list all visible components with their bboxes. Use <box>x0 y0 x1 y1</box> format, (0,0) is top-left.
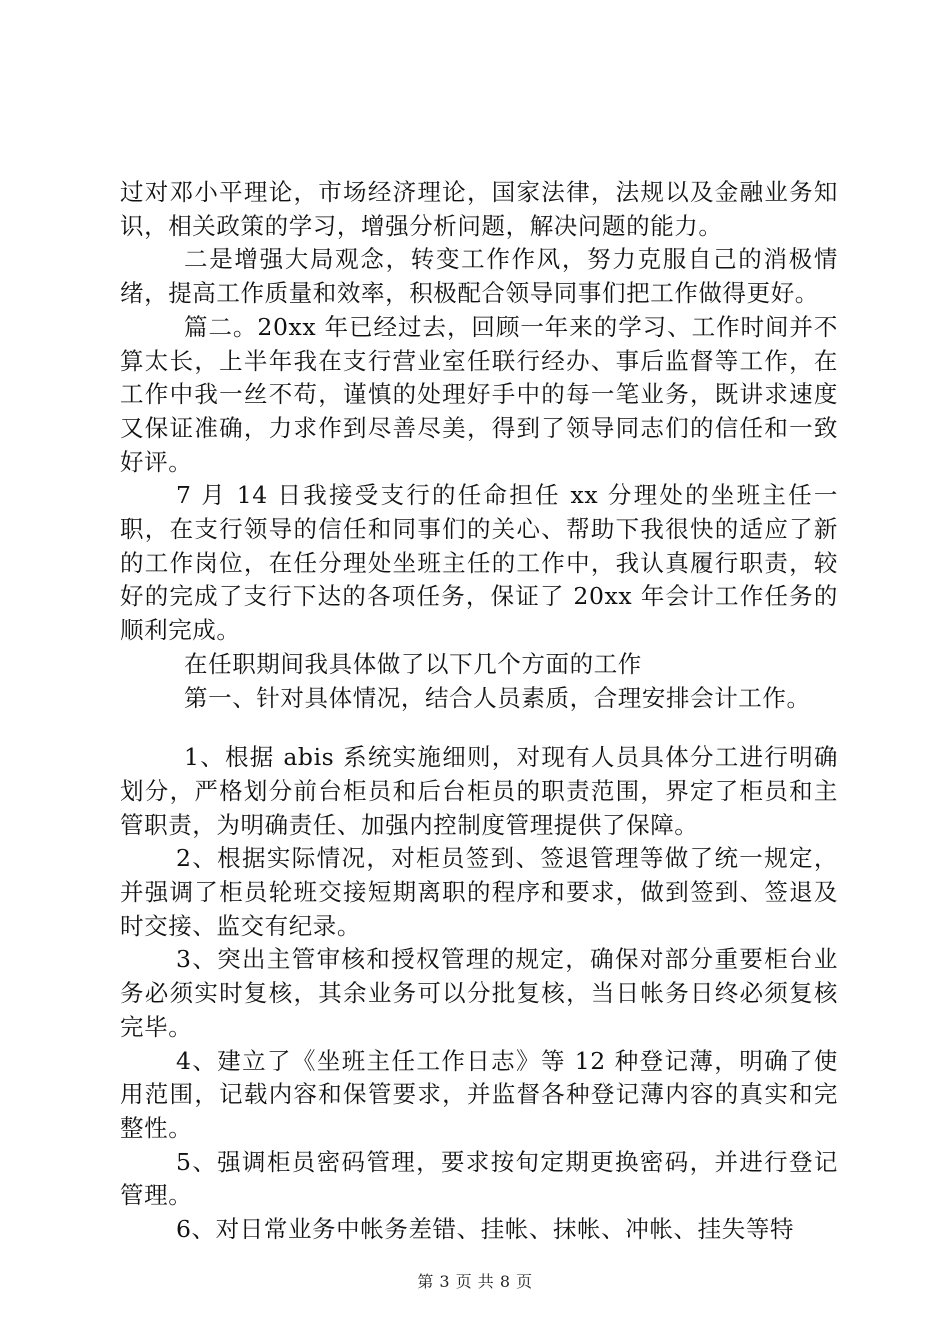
paragraph-part-two-intro: 篇二。20xx 年已经过去，回顾一年来的学习、工作时间并不算太长，上半年我在支行营业室任联行经办、事后监督等工作，在工作中我一丝不苟，谨慎的处理好手中的每一笔业务，既讲求速度又保证准确，力求作到尽善尽美，得到了领导同志们的信任和一致好评。 <box>120 312 838 476</box>
page-number-footer: 第 3 页 共 8 页 <box>417 1272 533 1291</box>
list-item-6: 6、对日常业务中帐务差错、挂帐、抹帐、冲帐、挂失等特 <box>176 1215 795 1244</box>
paragraph-work-summary-heading: 在任职期间我具体做了以下几个方面的工作 <box>184 649 642 678</box>
paragraph-appointment: 7 月 14 日我接受支行的任命担任 xx 分理处的坐班主任一职，在支行领导的信任和同事们的关心、帮助下我很快的适应了新的工作岗位，在任分理处坐班主任的工作中，我认真履行职责，较好的完成了支行下达的各项任务，保证了 20xx 年会计工作任务的顺利完成。 <box>120 481 838 645</box>
list-item-4: 4、建立了《坐班主任工作日志》等 12 种登记薄，明确了使用范围，记载内容和保管要求，并监督各种登记薄内容的真实和完整性。 <box>120 1046 838 1142</box>
list-item-2: 2、根据实际情况，对柜员签到、签退管理等做了统一规定，并强调了柜员轮班交接短期离职的程序和要求，做到签到、签退及时交接、监交有纪录。 <box>120 844 838 940</box>
paragraph-section-one-heading: 第一、针对具体情况，结合人员素质，合理安排会计工作。 <box>184 683 811 712</box>
paragraph-study-continuation: 过对邓小平理论，市场经济理论，国家法律，法规以及金融业务知识，相关政策的学习，增强分析问题，解决问题的能力。 <box>120 178 838 240</box>
document-body <box>120 176 838 1247</box>
list-item-1: 1、根据 abis 系统实施细则，对现有人员具体分工进行明确划分，严格划分前台柜员和后台柜员的职责范围，界定了柜员和主管职责，为明确责任、加强内控制度管理提供了保障。 <box>120 743 838 839</box>
list-item-5: 5、强调柜员密码管理，要求按旬定期更换密码，并进行登记管理。 <box>120 1147 838 1210</box>
paragraph-work-style: 二是增强大局观念，转变工作作风，努力克服自己的消极情绪，提高工作质量和效率，积极配合领导同事们把工作做得更好。 <box>120 245 838 308</box>
list-item-3: 3、突出主管审核和授权管理的规定，确保对部分重要柜台业务必须实时复核，其余业务可以分批复核，当日帐务日终必须复核完毕。 <box>120 945 838 1041</box>
